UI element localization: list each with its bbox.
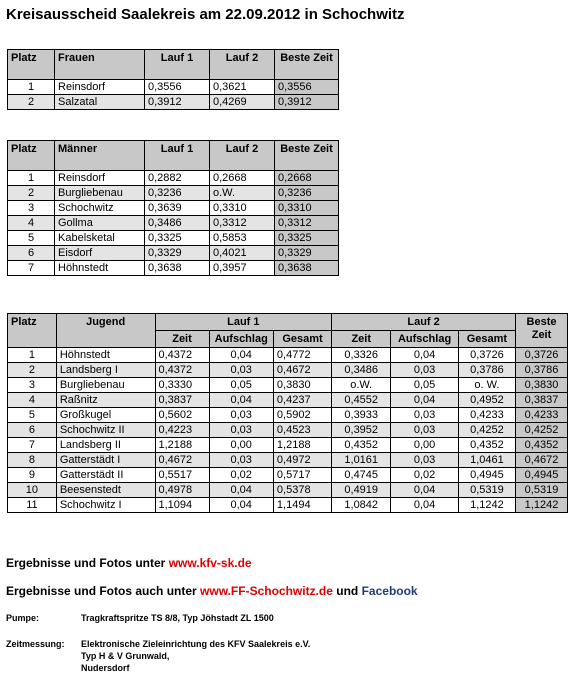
- results-link-text-2: Ergebnisse und Fotos auch unter: [6, 584, 201, 598]
- header-lauf2: Lauf 2: [332, 314, 516, 331]
- table-row: [8, 498, 568, 513]
- table-cell: 0,4223: [155, 423, 209, 438]
- header-lauf2-gesamt: Gesamt: [458, 331, 515, 348]
- table-cell: 3: [8, 378, 57, 393]
- table-cell: 0,4021: [210, 246, 275, 261]
- table-cell: 6: [8, 423, 57, 438]
- header-lauf2-aufschlag: Aufschlag: [391, 331, 459, 348]
- table-cell: 0,2668: [210, 171, 275, 186]
- table-cell: Schochwitz: [55, 201, 145, 216]
- table-cell: 0,3329: [275, 246, 339, 261]
- table-cell: Landsberg I: [56, 363, 155, 378]
- ff-schochwitz-link[interactable]: www.FF-Schochwitz.de: [200, 584, 333, 598]
- table-cell: 5: [8, 408, 57, 423]
- table-cell: Gatterstädt II: [56, 468, 155, 483]
- table-cell: 1,0461: [458, 453, 515, 468]
- table-cell: Reinsdorf: [55, 80, 145, 95]
- and-text: und: [332, 584, 362, 598]
- table-cell: 0,4772: [273, 348, 331, 363]
- header-platz: Platz: [8, 141, 55, 171]
- table-cell: 0,4352: [458, 438, 515, 453]
- table-cell: 5: [8, 231, 55, 246]
- table-cell: o.W.: [210, 186, 275, 201]
- table-cell: Reinsdorf: [55, 171, 145, 186]
- table-cell: 0,00: [209, 438, 273, 453]
- table-cell: 0,03: [209, 423, 273, 438]
- page-title: Kreisausscheid Saalekreis am 22.09.2012 in Schochwitz: [6, 6, 405, 23]
- table-cell: 0,3830: [273, 378, 331, 393]
- table-cell: 0,3830: [516, 378, 568, 393]
- table-cell: 0,4978: [155, 483, 209, 498]
- table-cell: 0,3837: [155, 393, 209, 408]
- table-cell: 0,3236: [145, 186, 210, 201]
- table-cell: 0,3786: [516, 363, 568, 378]
- table-cell: 1,1242: [458, 498, 515, 513]
- header-lauf2-zeit: Zeit: [332, 331, 391, 348]
- table-cell: 10: [8, 483, 57, 498]
- table-cell: 0,3639: [145, 201, 210, 216]
- table-row: [8, 216, 339, 231]
- table-cell: Kabelsketal: [55, 231, 145, 246]
- table-cell: 0,03: [209, 363, 273, 378]
- table-cell: 0,3786: [458, 363, 515, 378]
- table-cell: 1,0161: [332, 453, 391, 468]
- table-cell: 0,04: [209, 483, 273, 498]
- table-cell: 0,04: [209, 348, 273, 363]
- table-row: [8, 95, 339, 110]
- table-cell: 0,04: [391, 393, 459, 408]
- zeitmessung-line-1: Elektronische Zieleinrichtung des KFV Saalekreis e.V.: [81, 639, 311, 649]
- table-row: [8, 423, 568, 438]
- table-cell: 3: [8, 201, 55, 216]
- table-row: [8, 171, 339, 186]
- table-cell: 0,4952: [458, 393, 515, 408]
- table-row: [8, 453, 568, 468]
- header-platz: Platz: [8, 50, 55, 80]
- table-cell: 0,4945: [516, 468, 568, 483]
- table-cell: 7: [8, 261, 55, 276]
- header-jugend: Jugend: [56, 314, 155, 348]
- table-cell: 9: [8, 468, 57, 483]
- table-cell: 0,04: [391, 348, 459, 363]
- table-cell: 0,4972: [273, 453, 331, 468]
- table-row: [8, 483, 568, 498]
- table-cell: 2: [8, 186, 55, 201]
- table-cell: 1: [8, 80, 55, 95]
- table-cell: 0,3912: [275, 95, 339, 110]
- table-cell: Höhnstedt: [55, 261, 145, 276]
- pumpe-label: Pumpe:: [6, 613, 40, 623]
- table-cell: 0,4523: [273, 423, 331, 438]
- table-cell: Schochwitz II: [56, 423, 155, 438]
- table-cell: 0,03: [209, 408, 273, 423]
- table-cell: 1: [8, 348, 57, 363]
- table-cell: Burgliebenau: [56, 378, 155, 393]
- table-row: [8, 231, 339, 246]
- table-row: [8, 201, 339, 216]
- table-cell: 6: [8, 246, 55, 261]
- table-cell: 0,4745: [332, 468, 391, 483]
- table-cell: 1,1242: [516, 498, 568, 513]
- table-cell: Burgliebenau: [55, 186, 145, 201]
- table-cell: 1: [8, 171, 55, 186]
- table-cell: o. W.: [458, 378, 515, 393]
- zeitmessung-line-3: Nudersdorf: [81, 663, 130, 673]
- table-cell: 0,05: [209, 378, 273, 393]
- table-cell: 0,3912: [145, 95, 210, 110]
- table-cell: 0,3638: [275, 261, 339, 276]
- table-cell: 0,05: [391, 378, 459, 393]
- results-link-line-2: [6, 584, 418, 598]
- header-lauf1: Lauf 1: [145, 141, 210, 171]
- table-cell: 0,2882: [145, 171, 210, 186]
- results-link-text: Ergebnisse und Fotos unter: [6, 556, 169, 570]
- table-cell: 4: [8, 216, 55, 231]
- table-cell: o.W.: [332, 378, 391, 393]
- table-cell: 0,4352: [332, 438, 391, 453]
- table-cell: Großkugel: [56, 408, 155, 423]
- table-cell: 0,5853: [210, 231, 275, 246]
- table-cell: 0,4252: [458, 423, 515, 438]
- table-cell: 0,4237: [273, 393, 331, 408]
- table-cell: 0,4672: [516, 453, 568, 468]
- header-beste-zeit: Beste Zeit: [516, 314, 568, 348]
- table-row: [8, 438, 568, 453]
- table-cell: 0,03: [391, 423, 459, 438]
- header-lauf2: Lauf 2: [210, 50, 275, 80]
- table-cell: 0,3726: [458, 348, 515, 363]
- frauen-results-table: [7, 49, 339, 110]
- header-lauf1: Lauf 1: [145, 50, 210, 80]
- header-frauen: Frauen: [55, 50, 145, 80]
- table-cell: 0,3312: [210, 216, 275, 231]
- table-cell: 0,3556: [275, 80, 339, 95]
- jugend-results-table: [7, 313, 568, 513]
- table-cell: 1,2188: [273, 438, 331, 453]
- table-cell: 0,3486: [145, 216, 210, 231]
- table-cell: 0,3310: [275, 201, 339, 216]
- table-cell: Schochwitz I: [56, 498, 155, 513]
- table-cell: 0,3326: [332, 348, 391, 363]
- table-cell: 0,3329: [145, 246, 210, 261]
- header-lauf2: Lauf 2: [210, 141, 275, 171]
- pumpe-value: Tragkraftspritze TS 8/8, Typ Jöhstadt ZL 1500: [81, 613, 274, 623]
- table-row: [8, 246, 339, 261]
- table-cell: 0,5717: [273, 468, 331, 483]
- table-cell: 0,3330: [155, 378, 209, 393]
- table-cell: 1,0842: [332, 498, 391, 513]
- table-cell: Eisdorf: [55, 246, 145, 261]
- table-cell: 0,4919: [332, 483, 391, 498]
- table-cell: 0,03: [391, 453, 459, 468]
- table-cell: 0,3952: [332, 423, 391, 438]
- table-cell: 2: [8, 95, 55, 110]
- table-row: [8, 186, 339, 201]
- table-cell: 0,3310: [210, 201, 275, 216]
- table-cell: Höhnstedt: [56, 348, 155, 363]
- table-cell: 0,4672: [155, 453, 209, 468]
- header-lauf1-gesamt: Gesamt: [273, 331, 331, 348]
- table-cell: 0,4269: [210, 95, 275, 110]
- table-cell: 0,5517: [155, 468, 209, 483]
- table-cell: 0,5602: [155, 408, 209, 423]
- table-cell: 7: [8, 438, 57, 453]
- kfv-link[interactable]: www.kfv-sk.de: [168, 556, 252, 570]
- table-cell: 2: [8, 363, 57, 378]
- table-cell: Landsberg II: [56, 438, 155, 453]
- table-row: [8, 80, 339, 95]
- maenner-results-table: [7, 140, 339, 276]
- table-cell: 0,3325: [275, 231, 339, 246]
- table-cell: Gollma: [55, 216, 145, 231]
- table-row: [8, 408, 568, 423]
- zeitmessung-line-2: Typ H & V Grunwald,: [81, 651, 170, 661]
- table-cell: 0,3236: [275, 186, 339, 201]
- table-cell: 0,3325: [145, 231, 210, 246]
- table-cell: 0,3837: [516, 393, 568, 408]
- header-platz: Platz: [8, 314, 57, 348]
- table-cell: 0,3312: [275, 216, 339, 231]
- table-cell: 0,4233: [458, 408, 515, 423]
- table-cell: Gatterstädt I: [56, 453, 155, 468]
- table-cell: 0,5902: [273, 408, 331, 423]
- table-row: [8, 468, 568, 483]
- table-cell: 0,3933: [332, 408, 391, 423]
- table-cell: 1,1094: [155, 498, 209, 513]
- table-cell: 0,4252: [516, 423, 568, 438]
- table-cell: 0,4372: [155, 348, 209, 363]
- table-cell: 0,5378: [273, 483, 331, 498]
- table-row: [8, 393, 568, 408]
- table-cell: 0,2668: [275, 171, 339, 186]
- table-cell: 0,4945: [458, 468, 515, 483]
- table-cell: 0,03: [391, 363, 459, 378]
- table-cell: 0,04: [391, 498, 459, 513]
- table-cell: 0,4672: [273, 363, 331, 378]
- table-cell: Salzatal: [55, 95, 145, 110]
- results-link-line: [6, 556, 252, 570]
- table-cell: Beesenstedt: [56, 483, 155, 498]
- facebook-link[interactable]: Facebook: [361, 584, 418, 598]
- table-cell: 11: [8, 498, 57, 513]
- table-cell: 0,00: [391, 438, 459, 453]
- table-cell: 0,04: [391, 483, 459, 498]
- table-cell: 0,04: [209, 393, 273, 408]
- table-row: [8, 363, 568, 378]
- table-cell: 1,1494: [273, 498, 331, 513]
- header-beste-zeit: Beste Zeit: [275, 50, 339, 80]
- table-row: [8, 261, 339, 276]
- table-cell: 0,3621: [210, 80, 275, 95]
- table-cell: 0,3556: [145, 80, 210, 95]
- table-cell: 0,3638: [145, 261, 210, 276]
- header-lauf1-zeit: Zeit: [155, 331, 209, 348]
- table-cell: 0,5319: [458, 483, 515, 498]
- table-cell: 0,4352: [516, 438, 568, 453]
- table-row: [8, 378, 568, 393]
- header-beste-zeit: Beste Zeit: [275, 141, 339, 171]
- zeitmessung-value: [81, 638, 310, 674]
- zeitmessung-label: Zeitmessung:: [6, 639, 65, 649]
- table-cell: 0,02: [391, 468, 459, 483]
- table-cell: 0,04: [209, 498, 273, 513]
- table-cell: 0,4372: [155, 363, 209, 378]
- table-cell: 4: [8, 393, 57, 408]
- table-cell: 1,2188: [155, 438, 209, 453]
- table-cell: 0,4552: [332, 393, 391, 408]
- header-lauf1: Lauf 1: [155, 314, 332, 331]
- table-cell: Raßnitz: [56, 393, 155, 408]
- table-cell: 0,3726: [516, 348, 568, 363]
- table-cell: 0,5319: [516, 483, 568, 498]
- table-cell: 0,02: [209, 468, 273, 483]
- header-maenner: Männer: [55, 141, 145, 171]
- table-cell: 0,3486: [332, 363, 391, 378]
- table-cell: 8: [8, 453, 57, 468]
- table-row: [8, 348, 568, 363]
- table-cell: 0,03: [209, 453, 273, 468]
- table-cell: 0,3957: [210, 261, 275, 276]
- table-cell: 0,03: [391, 408, 459, 423]
- header-lauf1-aufschlag: Aufschlag: [209, 331, 273, 348]
- table-cell: 0,4233: [516, 408, 568, 423]
